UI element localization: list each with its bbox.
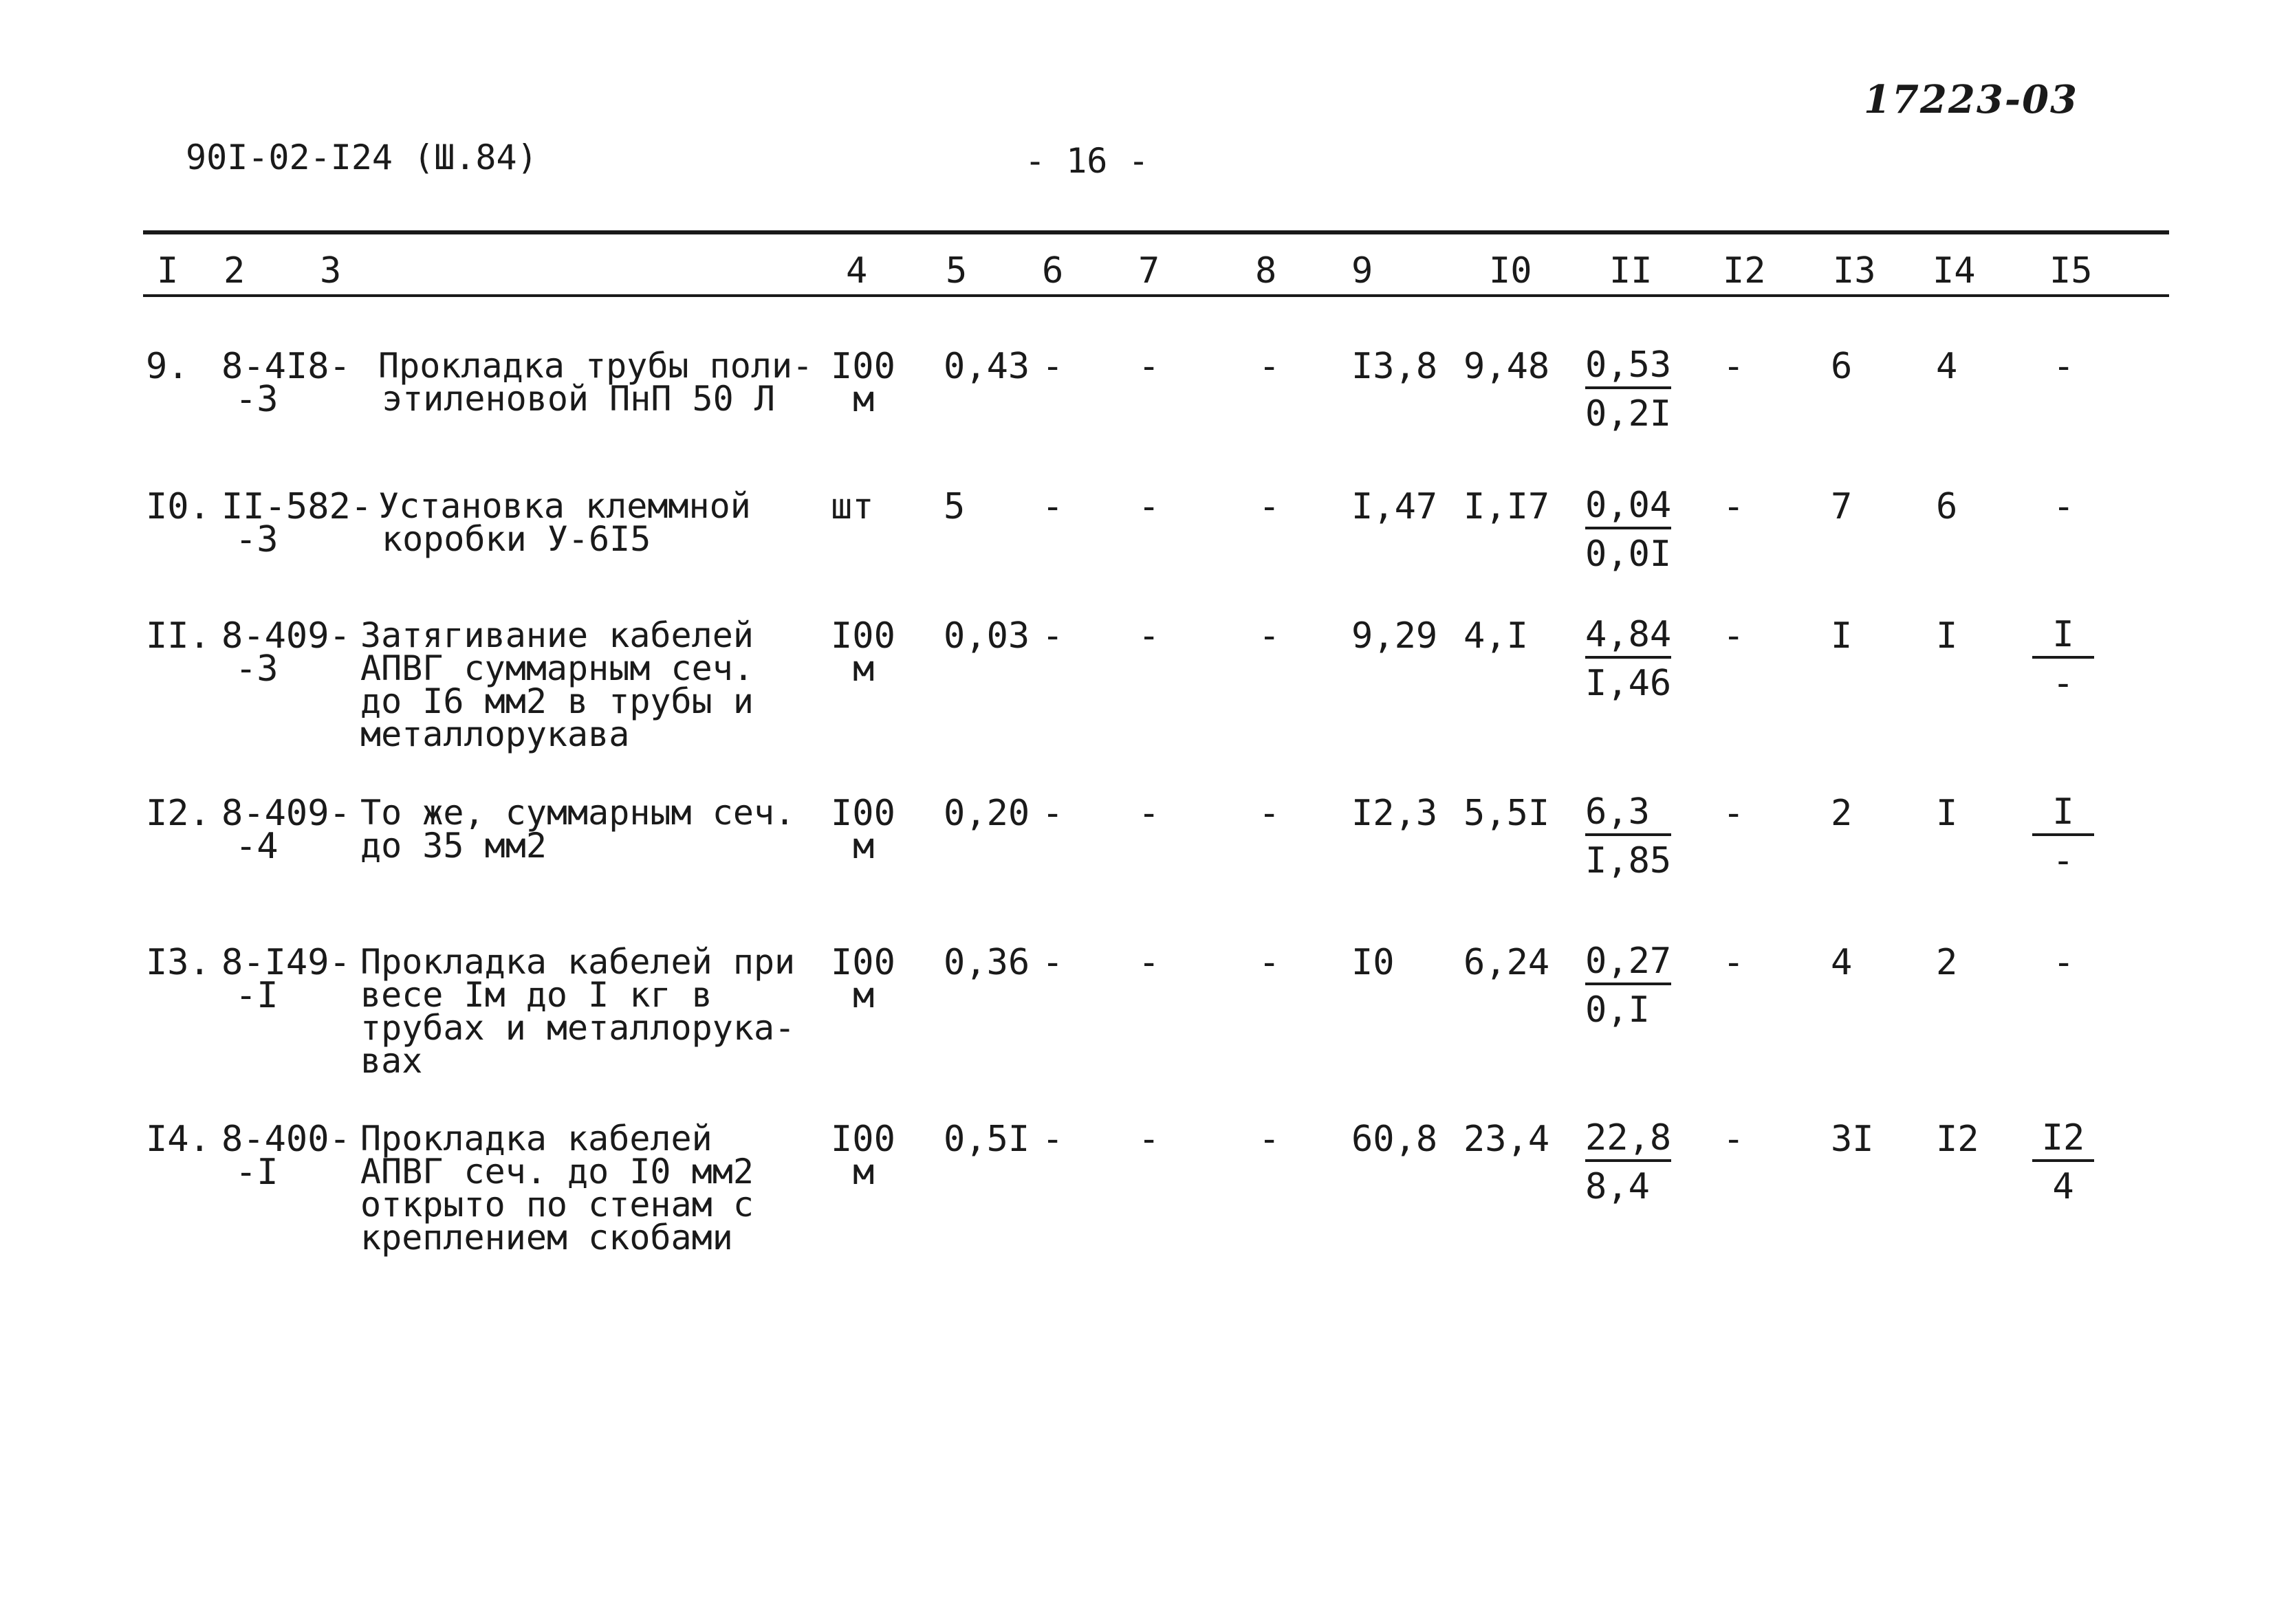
col-12-value: -: [1723, 1119, 1745, 1160]
rate-code-suffix: -3: [235, 648, 279, 690]
column-header-10: I0: [1489, 250, 1532, 292]
col-11-numerator: 0,53: [1585, 347, 1671, 389]
unit-quantity: I00: [831, 793, 895, 834]
col-12-value: -: [1723, 793, 1745, 834]
unit-quantity: I00: [831, 615, 895, 657]
rate-code: 8-409-: [221, 793, 351, 834]
col-9-value: 60,8: [1351, 1119, 1438, 1160]
col-7-value: -: [1138, 615, 1160, 657]
archive-stamp: 17223-03: [1864, 77, 2078, 122]
column-header-8: 8: [1255, 250, 1277, 292]
rate-code-suffix: -3: [235, 379, 279, 420]
col-9-value: I3,8: [1351, 346, 1438, 387]
col-11-fraction: [1585, 616, 1671, 705]
work-description-line: открыто по стенам с: [360, 1185, 754, 1225]
column-header-15: I5: [2049, 250, 2093, 292]
col-9-value: I2,3: [1351, 793, 1438, 834]
col-11-fraction: [1585, 487, 1671, 576]
col-11-numerator: 0,04: [1585, 487, 1671, 529]
row-number: I0.: [146, 486, 210, 527]
col-5-value: 0,20: [944, 793, 1030, 834]
column-header-13: I3: [1833, 250, 1876, 292]
col-11-denominator: 0,0I: [1585, 534, 1672, 575]
col-15-numerator: I2: [2032, 1119, 2094, 1162]
column-header-5: 5: [946, 250, 968, 292]
column-header-9: 9: [1351, 250, 1373, 292]
col-15-fraction: [2032, 1119, 2094, 1209]
col-7-value: -: [1138, 793, 1160, 834]
col-13-value: 3I: [1831, 1119, 1874, 1160]
col-7-value: -: [1138, 1119, 1160, 1160]
col-15-fraction: [2032, 616, 2094, 705]
col-13-value: 7: [1831, 486, 1853, 527]
col-8-value: -: [1259, 346, 1281, 387]
column-header-2: 2: [224, 250, 246, 292]
column-header-7: 7: [1138, 250, 1160, 292]
rate-code-suffix: -I: [235, 975, 279, 1016]
work-description-line: до 35 мм2: [360, 826, 547, 866]
col-13-value: I: [1831, 615, 1853, 657]
col-6-value: -: [1042, 346, 1064, 387]
rate-code-suffix: -I: [235, 1152, 279, 1193]
col-10-value: 23,4: [1463, 1119, 1550, 1160]
col-13-value: 6: [1831, 346, 1853, 387]
rate-code: 8-4I8-: [221, 346, 351, 387]
col-8-value: -: [1259, 615, 1281, 657]
unit-measure: м: [853, 648, 875, 690]
col-5-value: 0,43: [944, 346, 1030, 387]
rate-code: II-582-: [221, 486, 373, 527]
column-header-6: 6: [1042, 250, 1064, 292]
table-top-rule: [143, 230, 2169, 234]
col-15-denominator: -: [2052, 840, 2074, 881]
unit-measure: м: [853, 1152, 875, 1193]
col-9-value: 9,29: [1351, 615, 1438, 657]
col-11-denominator: 0,I: [1585, 989, 1650, 1031]
column-header-14: I4: [1933, 250, 1976, 292]
col-10-value: 5,5I: [1463, 793, 1550, 834]
col-12-value: -: [1723, 942, 1745, 983]
unit-quantity: I00: [831, 346, 895, 387]
unit-quantity: шт: [831, 486, 874, 527]
col-15-numerator: I: [2032, 616, 2094, 659]
rate-code-suffix: -3: [235, 519, 279, 560]
work-description-line: трубах и металлорука-: [360, 1008, 796, 1048]
col-12-value: -: [1723, 346, 1745, 387]
col-5-value: 5: [944, 486, 966, 527]
col-14-value: I: [1936, 615, 1958, 657]
col-14-value: 6: [1936, 486, 1958, 527]
col-15-denominator: 4: [2052, 1166, 2074, 1207]
work-description-line: вах: [360, 1041, 423, 1081]
col-15-value: -: [2053, 942, 2075, 983]
col-6-value: -: [1042, 1119, 1064, 1160]
work-description-line: креплением скобами: [360, 1218, 733, 1258]
rate-code: 8-400-: [221, 1119, 351, 1160]
col-11-numerator: 4,84: [1585, 616, 1671, 659]
col-7-value: -: [1138, 486, 1160, 527]
col-7-value: -: [1138, 942, 1160, 983]
col-15-value: -: [2053, 486, 2075, 527]
col-11-numerator: 22,8: [1585, 1119, 1671, 1162]
column-header-12: I2: [1723, 250, 1766, 292]
col-11-denominator: 0,2I: [1585, 393, 1672, 435]
unit-measure: м: [853, 379, 875, 420]
column-header-11: II: [1609, 250, 1653, 292]
rate-code: 8-I49-: [221, 942, 351, 983]
col-9-value: I,47: [1351, 486, 1438, 527]
row-number: II.: [146, 615, 210, 657]
unit-measure: м: [853, 975, 875, 1016]
col-10-value: 6,24: [1463, 942, 1550, 983]
col-8-value: -: [1259, 486, 1281, 527]
unit-quantity: I00: [831, 1119, 895, 1160]
work-description-line: Затягивание кабелей: [360, 615, 754, 655]
col-14-value: I: [1936, 793, 1958, 834]
work-description-line: АПВГ сеч. до I0 мм2: [360, 1152, 754, 1192]
rate-code-suffix: -4: [235, 826, 279, 867]
col-6-value: -: [1042, 793, 1064, 834]
col-5-value: 0,5I: [944, 1119, 1030, 1160]
col-11-numerator: 6,3: [1585, 793, 1671, 836]
work-description-line: весе Iм до I кг в: [360, 975, 712, 1015]
row-number: I4.: [146, 1119, 210, 1160]
col-13-value: 4: [1831, 942, 1853, 983]
work-description-line: АПВГ суммарным сеч.: [360, 648, 754, 688]
col-5-value: 0,03: [944, 615, 1030, 657]
col-15-denominator: -: [2052, 663, 2074, 704]
work-description-line: Прокладка трубы поли-: [378, 346, 814, 386]
col-10-value: I,I7: [1463, 486, 1550, 527]
col-11-denominator: I,46: [1585, 663, 1672, 704]
work-description-line: Установка клеммной: [378, 486, 751, 526]
work-description-line: до I6 мм2 в трубы и: [360, 681, 754, 721]
column-header-1: I: [157, 250, 179, 292]
row-number: I3.: [146, 942, 210, 983]
col-5-value: 0,36: [944, 942, 1030, 983]
col-7-value: -: [1138, 346, 1160, 387]
col-6-value: -: [1042, 486, 1064, 527]
col-11-numerator: 0,27: [1585, 943, 1671, 985]
column-header-3: 3: [320, 250, 342, 292]
work-description-line: коробки У-6I5: [382, 519, 651, 559]
rate-code: 8-409-: [221, 615, 351, 657]
row-number: 9.: [146, 346, 189, 387]
col-6-value: -: [1042, 615, 1064, 657]
col-11-fraction: [1585, 1119, 1671, 1209]
col-12-value: -: [1723, 615, 1745, 657]
col-15-numerator: I: [2032, 793, 2094, 836]
header-bottom-rule: [143, 294, 2169, 297]
work-description-line: этиленовой ПнП 50 Л: [382, 379, 775, 419]
work-description-line: металлорукава: [360, 714, 630, 754]
col-9-value: I0: [1351, 942, 1395, 983]
col-15-fraction: [2032, 793, 2094, 883]
col-8-value: -: [1259, 1119, 1281, 1160]
page-number: - 16 -: [1025, 141, 1149, 181]
col-10-value: 4,I: [1463, 615, 1528, 657]
unit-measure: м: [853, 826, 875, 867]
col-6-value: -: [1042, 942, 1064, 983]
work-description-line: Прокладка кабелей: [360, 1119, 712, 1159]
column-header-4: 4: [846, 250, 868, 292]
col-12-value: -: [1723, 486, 1745, 527]
work-description-line: Прокладка кабелей при: [360, 942, 796, 982]
work-description-line: То же, суммарным сеч.: [360, 793, 796, 833]
col-14-value: 2: [1936, 942, 1958, 983]
col-11-denominator: I,85: [1585, 840, 1672, 881]
col-8-value: -: [1259, 942, 1281, 983]
document-code: 90I-02-I24 (Ш.84): [186, 138, 538, 177]
col-13-value: 2: [1831, 793, 1853, 834]
col-11-fraction: [1585, 793, 1671, 883]
col-11-fraction: [1585, 344, 1672, 436]
unit-quantity: I00: [831, 942, 895, 983]
col-14-value: 4: [1936, 346, 1958, 387]
col-10-value: 9,48: [1463, 346, 1550, 387]
col-15-value: -: [2053, 346, 2075, 387]
col-8-value: -: [1259, 793, 1281, 834]
col-14-value: I2: [1936, 1119, 1979, 1160]
col-11-denominator: 8,4: [1585, 1166, 1650, 1207]
row-number: I2.: [146, 793, 210, 834]
col-11-fraction: [1585, 943, 1671, 1032]
